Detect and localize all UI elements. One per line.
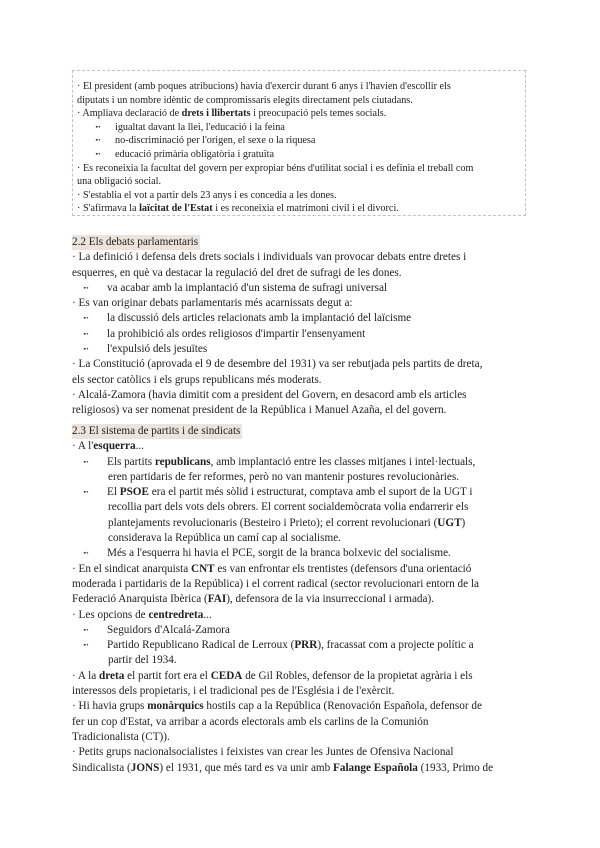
arrow-bullet-icon: ➻ [95, 149, 101, 158]
text-line: els sector catòlics i els grups republicans més moderats. [72, 373, 322, 386]
arrow-bullet-icon: ➻ [95, 122, 101, 131]
text-line: Tradicionalista (CT)). [72, 730, 170, 743]
list-item: ➻ va acabar amb la implantació d'un sistema de sufragi universal [72, 281, 528, 296]
constitution-summary-box [72, 70, 526, 216]
text-line: religiosos) va ser nomenat president de la República i Manuel Azaña, el del govern. [72, 404, 447, 417]
text-line: esquerres, en què va destacar la regulació del dret de sufragi de les dones. [72, 266, 402, 279]
list-item: ➻ igualtat davant la llei, l'educació i la feina [95, 121, 285, 133]
arrow-bullet-icon: ➻ [83, 488, 89, 497]
text-line: · Petits grups nacionalsocialistes i feixistes van crear les Juntes de Ofensiva Nacional [72, 746, 454, 759]
text-line: · Hi havia grups monàrquics hostils cap a la República (Renovación Española, defensor de [72, 700, 482, 713]
text-line: plantejaments revolucionaris (Besteiro i Prieto); el corrent revolucionari (UGT) [108, 516, 466, 529]
text-line: Federació Anarquista Ibèrica (FAI), defensora de la via insurreccional i armada). [72, 593, 434, 606]
section-parliamentary-debates [72, 235, 528, 419]
section-heading: 2.3 El sistema de partits i de sindicats [72, 424, 528, 439]
text-line: moderada i partidaris de la República) i el corrent radical (sector revolucionari entorn de la [72, 577, 479, 590]
text-line: · Ampliava declaració de drets i llibertats i preocupació pels temes socials. [77, 108, 387, 120]
text-line: · S'establia el vot a partir dels 23 anys i es concedia a les dones. [77, 189, 337, 201]
text-line: · Es reconeixia la facultat del govern per expropiar béns d'utilitat social i es definia el treball com [77, 162, 474, 174]
list-item: ➻ Més a l'esquerra hi havia el PCE, sorgit de la branca bolxevic del socialisme. [72, 546, 528, 561]
text-line: · El president (amb poques atribucions) havia d'exercir durant 6 anys i l'havien d'escollir els [77, 81, 451, 92]
text-line: fer un cop d'Estat, va arribar a acords electorals amb els carlins de la Comunión [72, 715, 429, 728]
text-line: considerava la República un camí cap al socialisme. [108, 532, 341, 545]
list-item: ➻ Partido Republicano Radical de Lerroux (PRR), fracassat com a projecte polític a [72, 638, 528, 653]
list-item: ➻ Els partits republicans, amb implantació entre les classes mitjanes i intel·lectuals, [72, 455, 528, 470]
text-line: Sindicalista (JONS) el 1931, que més tard es va unir amb Falange Española (1933, Primo de [72, 761, 494, 774]
arrow-bullet-icon: ➻ [95, 136, 101, 145]
arrow-bullet-icon: ➻ [83, 345, 89, 354]
text-line: eren partidaris de fer reformes, però no van mantenir postures revolucionàries. [108, 470, 460, 483]
text-line: · La Constitució (aprovada el 9 de desembre del 1931) va ser rebutjada pels partits de dreta, [72, 358, 483, 371]
text-line: · En el sindicat anarquista CNT es van enfrontar els trentistes (defensors d'una orientació [72, 562, 472, 575]
list-item: ➻ no-discriminació per l'origen, el sexe o la riquesa [95, 135, 316, 147]
list-item: ➻ El PSOE era el partit més sòlid i estructurat, comptava amb el suport de la UGT i [72, 485, 528, 500]
text-line: una obligació social. [77, 176, 162, 188]
text-line: · S'afirmava la laïcitat de l'Estat i es reconeixia el matrimoni civil i el divorci. [77, 203, 399, 215]
text-line: recollia part dels vots dels obrers. El corrent socialdemòcrata volia endarrerir els [108, 501, 469, 514]
text-line: diputats i un nombre idèntic de compromissaris elegits directament pels ciutadans. [77, 94, 413, 106]
text-line: · A la dreta el partit fort era el CEDA de Gil Robles, defensor de la propietat agrària i els [72, 669, 473, 682]
text-line: · Alcalá-Zamora (havia dimitit com a president del Govern, en desacord amb els articles [72, 388, 467, 401]
arrow-bullet-icon: ➻ [83, 549, 89, 558]
arrow-bullet-icon: ➻ [83, 283, 89, 292]
text-line: partir del 1934. [108, 654, 177, 667]
list-item: ➻ educació primària obligatòria i gratuïta [95, 148, 274, 160]
list-item: ➻ la prohibició als ordes religiosos d'impartir l'ensenyament [72, 327, 528, 342]
list-item: ➻ l'expulsió dels jesuïtes [72, 342, 528, 357]
arrow-bullet-icon: ➻ [83, 329, 89, 338]
section-parties-unions [72, 424, 528, 776]
arrow-bullet-icon: ➻ [83, 457, 89, 466]
arrow-bullet-icon: ➻ [83, 625, 89, 634]
list-item: ➻ Seguidors d'Alcalá-Zamora [72, 623, 528, 638]
section-heading: 2.2 Els debats parlamentaris [72, 235, 528, 250]
text-line: interessos dels propietaris, i el tradicional pes de l'Església i de l'exèrcit. [72, 685, 395, 698]
text-line: · Es van originar debats parlamentaris més acarnissats degut a: [72, 297, 353, 310]
arrow-bullet-icon: ➻ [83, 314, 89, 323]
list-item: ➻ la discussió dels articles relacionats amb la implantació del laïcisme [72, 311, 528, 326]
text-line: · A l'esquerra... [72, 440, 144, 453]
arrow-bullet-icon: ➻ [83, 641, 89, 650]
text-line: · La definició i defensa dels drets socials i individuals van provocar debats entre dretes i [72, 251, 467, 264]
text-line: · Les opcions de centredreta... [72, 608, 212, 621]
